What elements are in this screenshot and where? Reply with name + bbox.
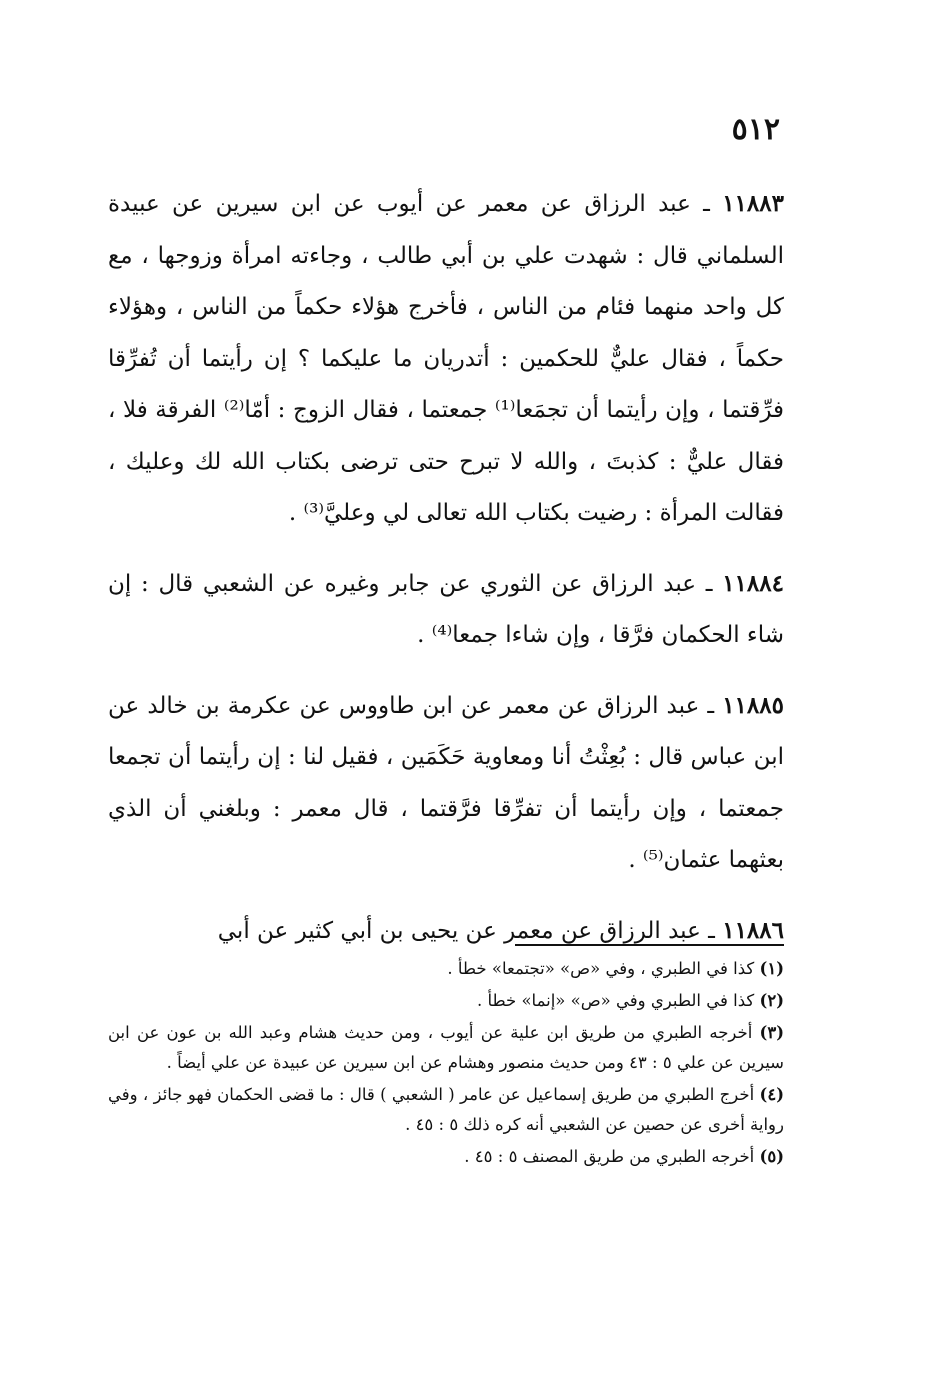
hadith-number: ١١٨٨٦ — [722, 916, 784, 944]
hadith-entry — [108, 905, 784, 958]
footnote-number: (٥) — [759, 1147, 784, 1166]
hadith-entry — [108, 178, 784, 540]
footnote — [108, 1142, 784, 1172]
footnote-text: كذا في الطبري وفي «ص» «إنما» خطأ . — [476, 991, 755, 1010]
footnote-number: (٤) — [759, 1085, 784, 1104]
hadith-separator: ـ — [690, 191, 723, 217]
footnote-text: أخرج الطبري من طريق إسماعيل عن عامر ( الشعبي ) قال : ما قضى الحكمان فهو جائز ، وفي رواية أخرى عن حصين عن الشعبي أنه كره ذلك ٥ : ٤٥ . — [108, 1085, 784, 1134]
footnotes — [108, 954, 784, 1174]
hadith-text: عبد الرزاق عن معمر عن أيوب عن ابن سيرين عن عبيدة السلماني قال : شهدت علي بن أبي طالب ، وجاءته امرأة وزوجها ، مع كل واحد منهما فئام من الناس ، فأخرج هؤلاء حكماً من الناس ، وهؤلاء حكماً ، فقال عليٌّ للحكمين : أتدريان ما عليكما ؟ إن رأيتما أن تُفرِّقا فرِّقتما ، وإن رأيتما أن تجمَعا⁽¹⁾ جمعتما ، فقال الزوج : أمّا⁽²⁾ الفرقة فلا ، فقال عليٌّ : كذبتَ ، والله لا تبرح حتى ترضى بكتاب الله لك وعليك ، فقالت المرأة : رضيت بكتاب الله تعالى لي وعليَّ⁽³⁾ . — [108, 191, 785, 526]
hadith-number: ١١٨٨٥ — [722, 691, 784, 719]
page-number: ٥١٢ — [731, 112, 780, 147]
hadith-separator: ـ — [696, 570, 723, 597]
hadith-separator: ـ — [699, 692, 723, 719]
footnote — [108, 1018, 784, 1078]
hadith-text: عبد الرزاق عن معمر عن ابن طاووس عن عكرمة بن خالد عن ابن عباس قال : بُعِثْتُ أنا ومعاوية حَكَمَين ، فقيل لنا : إن رأيتما أن تجمعا جمعتما ، وإن رأيتما أن تفرِّقا فرَّقتما ، قال معمر : وبلغني أن الذي بعثهما عثمان⁽⁵⁾ . — [108, 692, 784, 873]
hadith-number: ١١٨٨٤ — [722, 569, 784, 597]
footnote — [108, 1080, 784, 1140]
footnote-text: أخرجه الطبري من طريق ابن علية عن أيوب ، ومن حديث هشام وعبد الله بن عون عن ابن سيرين عن علي ٥ : ٤٣ ومن حديث منصور وهشام عن ابن سيرين عن عبيدة عن علي أيضاً . — [108, 1023, 784, 1072]
hadith-text: عبد الرزاق عن معمر عن يحيى بن أبي كثير عن أبي — [217, 917, 701, 944]
footnote-number: (٣) — [759, 1023, 785, 1042]
main-text — [108, 178, 784, 975]
hadith-text: عبد الرزاق عن الثوري عن جابر وغيره عن الشعبي قال : إن شاء الحكمان فرَّقا ، وإن شاءا جمعا⁽⁴⁾ . — [108, 570, 784, 648]
footnote-divider — [515, 944, 784, 946]
hadith-entry — [108, 680, 784, 887]
footnote-number: (١) — [759, 959, 784, 978]
hadith-separator: ـ — [700, 917, 723, 944]
footnote-number: (٢) — [759, 991, 784, 1010]
footnote — [108, 954, 784, 984]
hadith-number: ١١٨٨٣ — [722, 190, 784, 217]
footnote — [108, 986, 784, 1016]
footnote-text: أخرجه الطبري من طريق المصنف ٥ : ٤٥ . — [464, 1147, 755, 1166]
hadith-entry — [108, 558, 784, 662]
footnote-text: كذا في الطبري ، وفي «ص» «تجتمعا» خطأ . — [447, 959, 755, 978]
